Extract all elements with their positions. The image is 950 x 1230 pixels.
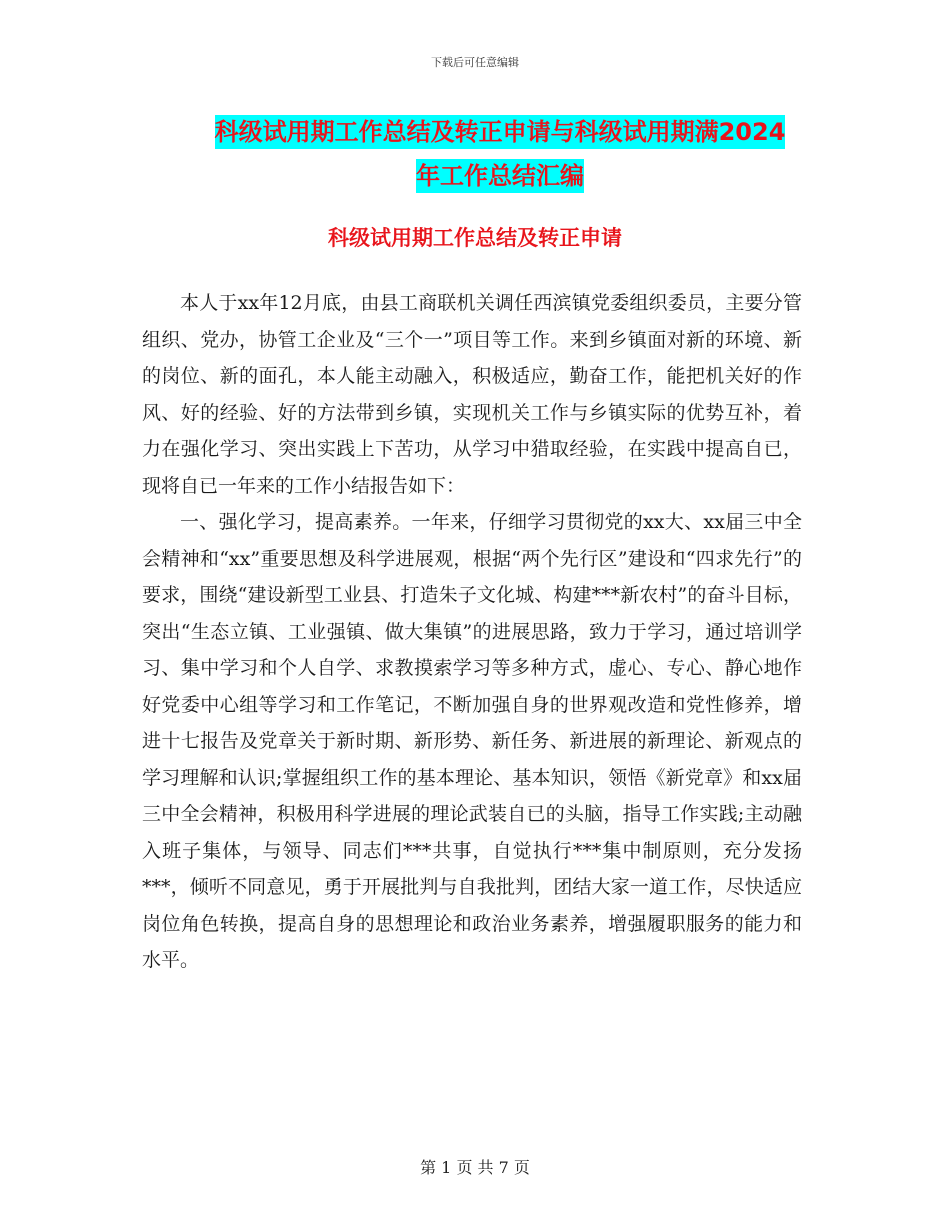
document-body [142, 285, 802, 979]
document-title-line-2: 年工作总结汇编 [416, 159, 584, 193]
page-number: 第 1 页 共 7 页 [420, 1158, 530, 1177]
body-paragraph: 一、强化学习，提高素养。一年来，仔细学习贯彻党的xx大、xx届三中全会精神和“xx”重要思想及科学进展观，根据“两个先行区”建设和“四求先行”的要求，围绕“建设新型工业县、打造朱子文化城、构建***新农村”的奋斗目标，突出“生态立镇、工业强镇、做大集镇”的进展思路，致力于学习，通过培训学习、集中学习和个人自学、求教摸索学习等多种方式，虚心、专心、静心地作好党委中心组等学习和工作笔记，不断加强自身的世界观改造和党性修养，增进十七报告及党章关于新时期、新形势、新任务、新进展的新理论、新观点的学习理解和认识;掌握组织工作的基本理论、基本知识，领悟《新党章》和xx届三中全会精神，积极用科学进展的理论武装自已的头脑，指导工作实践;主动融入班子集体，与领导、同志们***共事，自觉执行***集中制原则，充分发扬***，倾听不同意见，勇于开展批判与自我批判，团结大家一道工作，尽快适应岗位角色转换，提高自身的思想理论和政治业务素养，增强履职服务的能力和水平。 [142, 511, 802, 971]
body-paragraph: 本人于xx年12月底，由县工商联机关调任西滨镇党委组织委员，主要分管组织、党办，协管工企业及“三个一”项目等工作。来到乡镇面对新的环境、新的岗位、新的面孔，本人能主动融入，积极适应，勤奋工作，能把机关好的作风、好的经验、好的方法带到乡镇，实现机关工作与乡镇实际的优势互补，着力在强化学习、突出实践上下苦功，从学习中猎取经验，在实践中提高自已，现将自已一年来的工作小结报告如下： [142, 292, 802, 497]
document-title [140, 110, 860, 198]
header-note: 下载后可任意编辑 [431, 56, 519, 69]
document-title-line-1: 科级试用期工作总结及转正申请与科级试用期满2024 [215, 115, 786, 149]
section-title: 科级试用期工作总结及转正申请 [328, 226, 622, 250]
